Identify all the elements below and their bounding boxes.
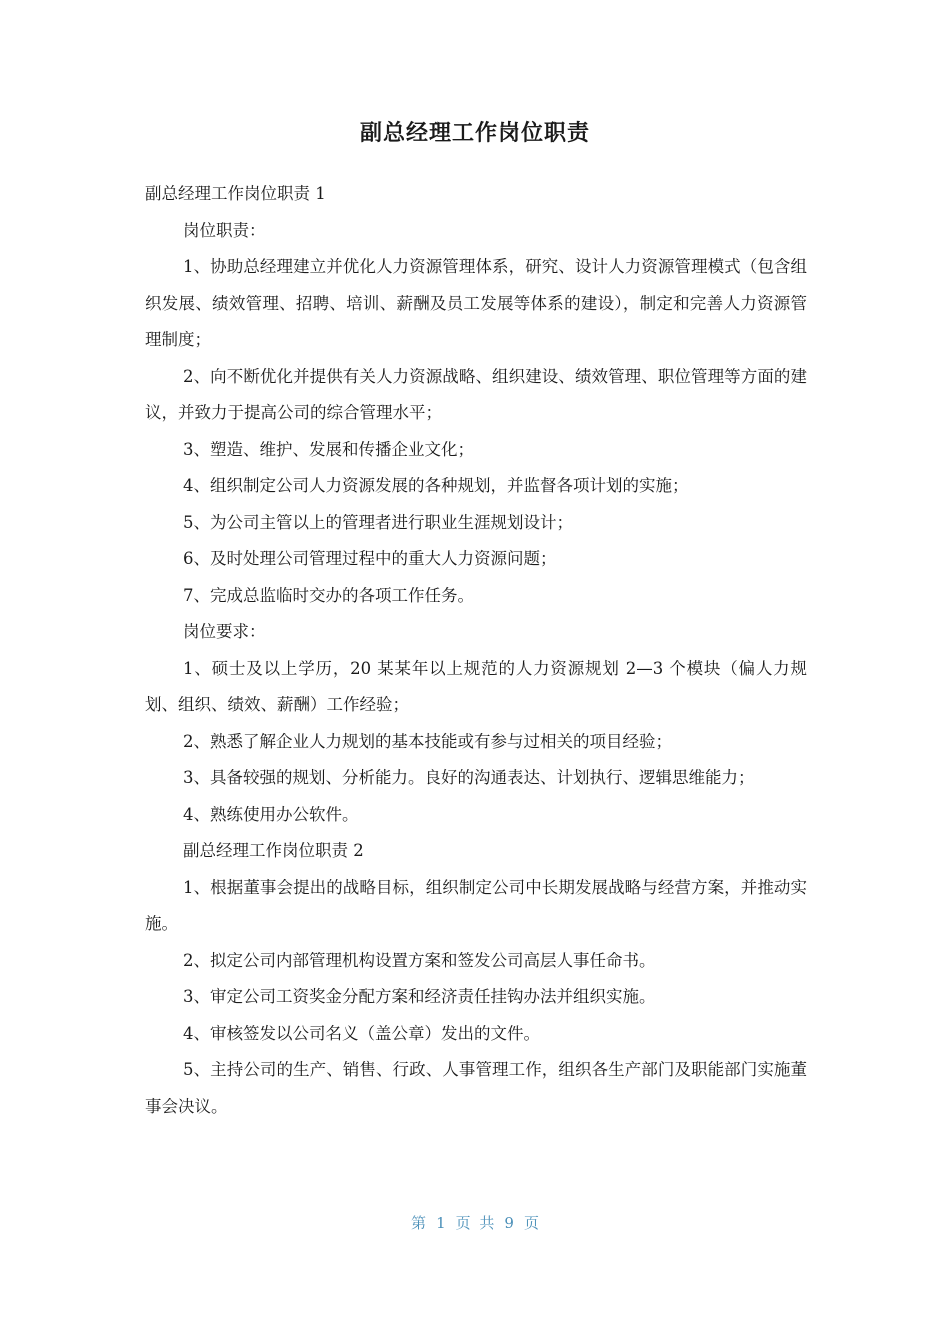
footer-total-pages: 9 <box>504 1214 514 1232</box>
footer-middle: 页 共 <box>455 1214 495 1232</box>
paragraph: 4、审核签发以公司名义（盖公章）发出的文件。 <box>183 1023 540 1043</box>
paragraph: 6、及时处理公司管理过程中的重大人力资源问题； <box>183 549 557 568</box>
paragraph: 5、为公司主管以上的管理者进行职业生涯规划设计； <box>183 512 573 532</box>
paragraph: 1、根据董事会提出的战略目标，组织制定公司中长期发展战略与经营方案，并推动实施。 <box>145 877 807 933</box>
paragraph: 2、熟悉了解企业人力规划的基本技能或有参与过相关的项目经验； <box>183 731 672 751</box>
footer-current-page: 1 <box>436 1214 446 1232</box>
paragraph: 2、向不断优化并提供有关人力资源战略、组织建设、绩效管理、职位管理等方面的建议，并致力于提高公司的综合管理水平； <box>145 366 807 422</box>
footer-prefix: 第 <box>411 1214 427 1232</box>
paragraph: 1、硕士及以上学历，20 某某年以上规范的人力资源规划 2—3 个模块（偏人力规划、组织、绩效、薪酬）工作经验； <box>145 658 807 714</box>
section-heading-1: 副总经理工作岗位职责 1 <box>145 184 326 203</box>
paragraph: 3、塑造、维护、发展和传播企业文化； <box>183 439 474 459</box>
subheading-requirements: 岗位要求： <box>183 622 266 641</box>
paragraph: 3、具备较强的规划、分析能力。良好的沟通表达、计划执行、逻辑思维能力； <box>183 768 755 787</box>
subheading-duties: 岗位职责： <box>183 220 266 240</box>
paragraph: 7、完成总监临时交办的各项工作任务。 <box>183 585 474 605</box>
paragraph: 1、协助总经理建立并优化人力资源管理体系，研究、设计人力资源管理模式（包含组织发展、绩效管理、招聘、培训、薪酬及员工发展等体系的建设），制定和完善人力资源管理制度； <box>145 257 807 349</box>
document-body <box>145 176 807 1125</box>
paragraph: 5、主持公司的生产、销售、行政、人事管理工作，组织各生产部门及职能部门实施董事会决议。 <box>145 1060 807 1116</box>
section-heading-2: 副总经理工作岗位职责 2 <box>183 841 364 860</box>
page-title: 副总经理工作岗位职责 <box>359 121 590 146</box>
paragraph: 3、审定公司工资奖金分配方案和经济责任挂钩办法并组织实施。 <box>183 987 656 1006</box>
footer-suffix: 页 <box>523 1214 539 1232</box>
paragraph: 4、组织制定公司人力资源发展的各种规划，并监督各项计划的实施； <box>183 476 689 495</box>
paragraph: 4、熟练使用办公软件。 <box>183 804 359 824</box>
page-footer <box>0 1208 950 1238</box>
paragraph: 2、拟定公司内部管理机构设置方案和签发公司高层人事任命书。 <box>183 950 656 970</box>
